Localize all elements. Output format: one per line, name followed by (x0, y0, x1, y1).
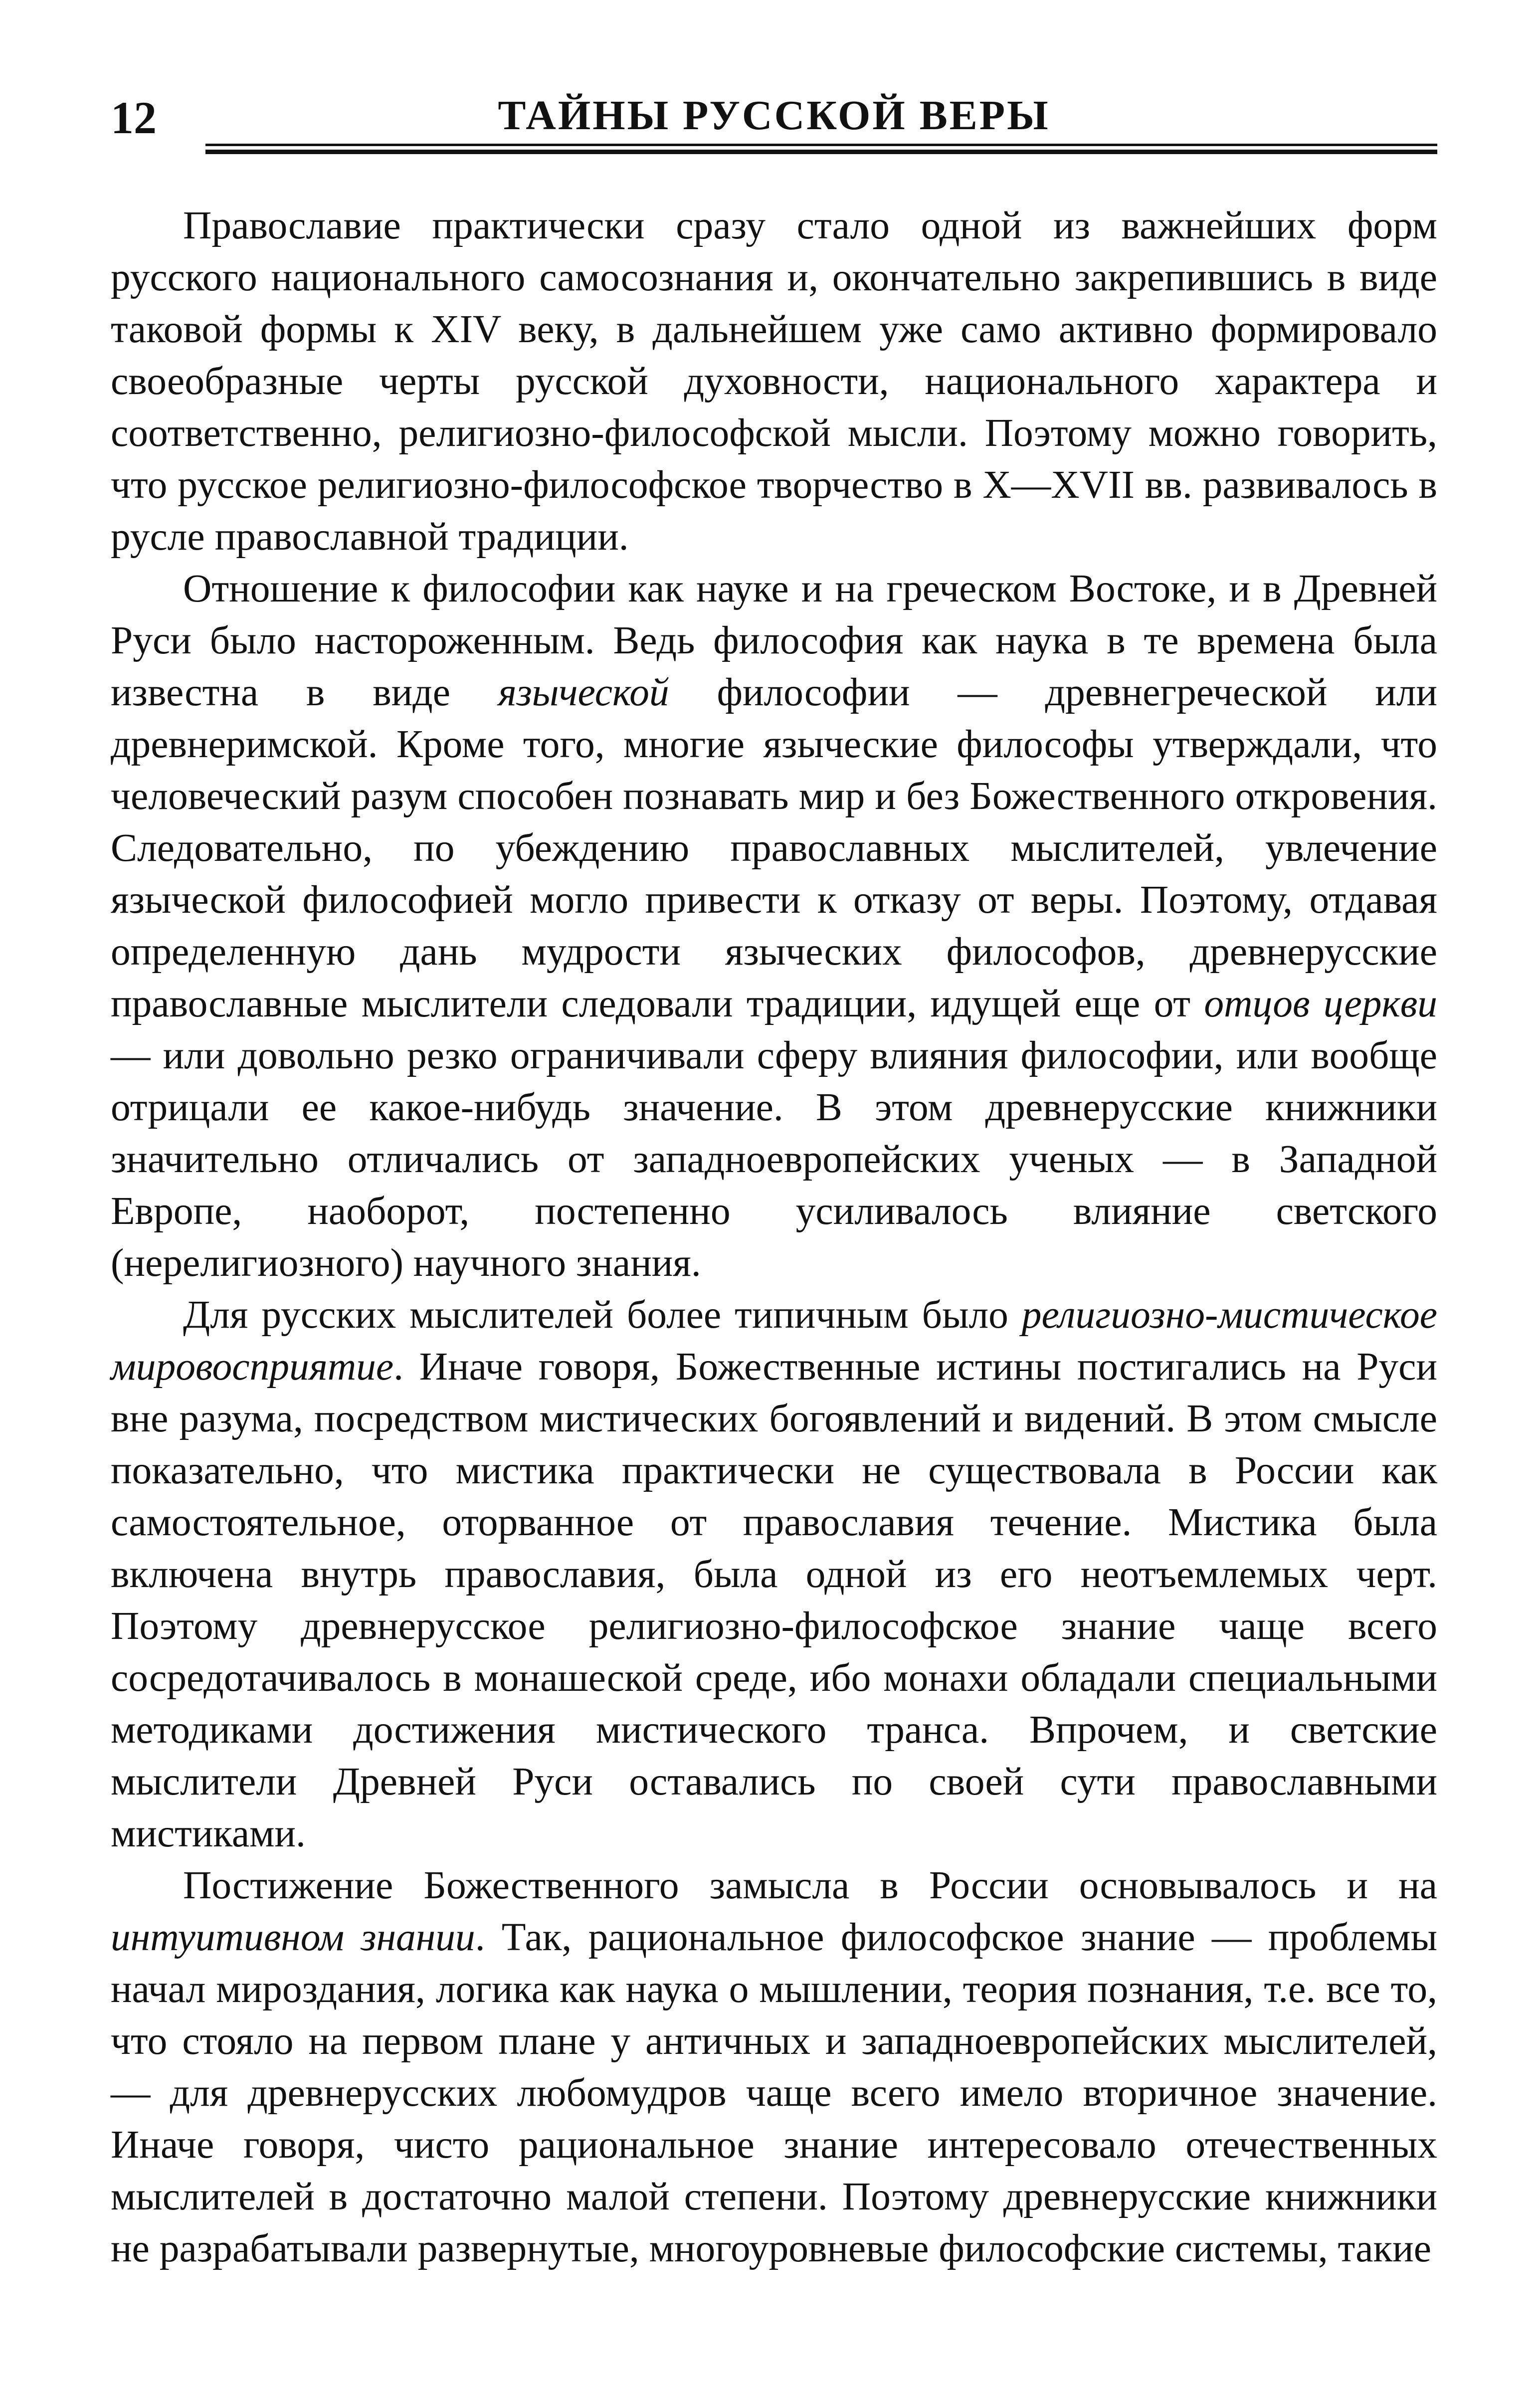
paragraph-2 (111, 563, 1437, 1289)
paragraph-text: — или довольно резко ограничивали сферу влияния философии, или вообще отрицали ее какое-нибудь значение. В этом древнерусские книжники значительно отличались от западноевропейских ученых — в Западной Европе, наоборот, постепенно усиливалось влияние светского (нерелигиозного) научного знания. (111, 1033, 1437, 1285)
paragraph-text: Постижение Божественного замысла в России основывалось и на (183, 1863, 1437, 1907)
emphasis-pagan: языческой (498, 670, 669, 714)
paragraph-text: философии — древнегреческой или древнеримской. Кроме того, многие языческие философы утверждали, что человеческий разум способен познавать мир и без Божественного откровения. Следовательно, по убеждению православных мыслителей, увлечение языческой философией могло привести к отказу от веры. Поэтому, отдавая определенную дань мудрости языческих философов, древнерусские православные мыслители следовали традиции, идущей еще от (111, 670, 1437, 1025)
paragraph-text: . Иначе говоря, Божественные истины постигались на Руси вне разума, посредством мистических богоявлений и видений. В этом смысле показательно, что мистика практически не существовала в России как самостоятельное, оторванное от православия течение. Мистика была включена внутрь православия, была одной из его неотъемлемых черт. Поэтому древнерусское религиозно-философское знание чаще всего сосредотачивалось в монашеской среде, ибо монахи обладали специальными методиками достижения мистического транса. Впрочем, и светские мыслители Древней Руси оставались по своей сути православными мистиками. (111, 1345, 1437, 1855)
body-text (111, 200, 1437, 2274)
header-rule-thin (205, 144, 1437, 146)
paragraph-text: Православие практически сразу стало одной из важнейших форм русского национального самосознания и, окончательно закрепившись в виде таковой формы к XIV веку, в дальнейшем уже само активно формировало своеобразные черты русской духовности, национального характера и соответственно, религиозно-философской мысли. Поэтому можно говорить, что русское религиозно-философское творчество в X—XVII вв. развивалось в русле православной традиции. (111, 203, 1437, 559)
paragraph-1 (111, 200, 1437, 563)
emphasis-church-fathers: отцов церкви (1204, 982, 1437, 1025)
header-rule-thick (205, 150, 1437, 154)
paragraph-text: Отношение к философии как науке и на греческом Востоке, и в Древней Руси было настороженным. Ведь философия как наука в те времена была известна в виде (111, 567, 1437, 714)
emphasis-mystical-worldview: религиозно-мистическое мировосприятие (111, 1293, 1437, 1389)
paragraph-4 (111, 1859, 1437, 2274)
emphasis-intuitive-knowledge: интуитивном знании (111, 1915, 475, 1959)
paragraph-text: Для русских мыслителей более типичным было (183, 1293, 1022, 1337)
running-title: ТАЙНЫ РУССКОЙ ВЕРЫ (498, 92, 1050, 139)
page-number: 12 (111, 92, 157, 143)
paragraph-3 (111, 1289, 1437, 1859)
page-header (111, 75, 1437, 170)
book-page (111, 75, 1437, 2274)
paragraph-text: . Так, рациональное философское знание — проблемы начал мироздания, логика как наука о мышлении, теория познания, т.е. все то, что стояло на первом плане у античных и западноевропейских мыслителей, — для древнерусских любомудров чаще всего имело вторичное значение. Иначе говоря, чисто рациональное знание интересовало отечественных мыслителей в достаточно малой степени. Поэтому древнерусские книжники не разрабатывали развернутые, многоуровневые философские системы, такие (111, 1915, 1437, 2270)
